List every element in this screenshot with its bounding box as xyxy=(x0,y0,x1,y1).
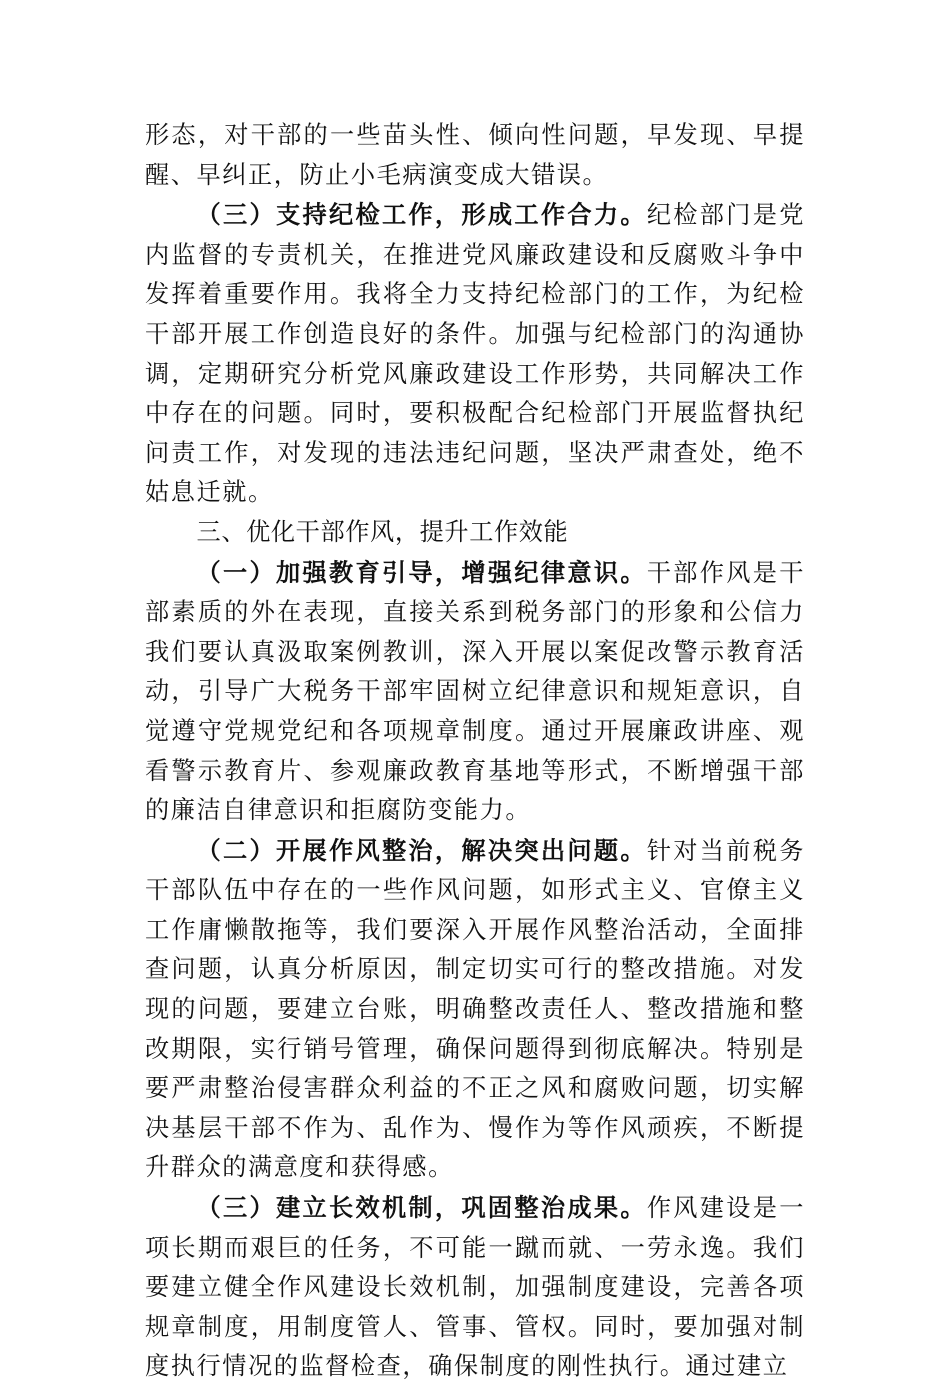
section-heading: 三、优化干部作风，提升工作效能 xyxy=(196,517,569,546)
paragraph-style-rectification xyxy=(145,831,805,1188)
paragraph-lead: （三）建立长效机制，巩固整治成果。 xyxy=(196,1193,647,1223)
paragraph-text: 作风建设是一项长期而艰巨的任务，不可能一蹴而就、一劳永逸。我们要建立健全作风建设长效机制，加强制度建设，完善各项规章制度，用制度管人、管事、管权。同时，要加强对制度执行情况的监督检查，确保制度的刚性执行。通过建立 xyxy=(145,1194,805,1381)
paragraph-text: 纪检部门是党内监督的专责机关，在推进党风廉政建设和反腐败斗争中发挥着重要作用。我将全力支持纪检部门的工作，为纪检干部开展工作创造良好的条件。加强与纪检部门的沟通协调，定期研究分析党风廉政建设工作形势，共同解决工作中存在的问题。同时，要积极配合纪检部门开展监督执纪问责工作，对发现的违法违纪问题，坚决严肃查处，绝不姑息迁就。 xyxy=(145,201,805,507)
paragraph-education-guidance xyxy=(145,553,805,831)
paragraph-continuation xyxy=(145,116,805,195)
paragraph-lead: （一）加强教育引导，增强纪律意识。 xyxy=(196,557,647,587)
paragraph-support-discipline-inspection xyxy=(145,195,805,513)
paragraph-lead: （三）支持纪检工作，形成工作合力。 xyxy=(196,200,647,230)
paragraph-text: 形态，对干部的一些苗头性、倾向性问题，早发现、早提醒、早纠正，防止小毛病演变成大错误。 xyxy=(145,121,805,189)
paragraph-text: 干部作风是干部素质的外在表现，直接关系到税务部门的形象和公信力我们要认真汲取案例教训，深入开展以案促改警示教育活动，引导广大税务干部牢固树立纪律意识和规矩意识，自觉遵守党规党纪和各项规章制度。通过开展廉政讲座、观看警示教育片、参观廉政教育基地等形式，不断增强干部的廉洁自律意识和拒腐防变能力。 xyxy=(145,558,805,825)
paragraph-text: 针对当前税务干部队伍中存在的一些作风问题，如形式主义、官僚主义工作庸懒散拖等，我们要深入开展作风整治活动，全面排查问题，认真分析原因，制定切实可行的整改措施。对发现的问题，要建立台账，明确整改责任人、整改措施和整改期限，实行销号管理，确保问题得到彻底解决。特别是要严肃整治侵害群众利益的不正之风和腐败问题，切实解决基层干部不作为、乱作为、慢作为等作风顽疾，不断提升群众的满意度和获得感。 xyxy=(145,836,805,1182)
paragraph-long-term-mechanism xyxy=(145,1188,805,1387)
document-body xyxy=(145,116,805,1387)
paragraph-lead: （二）开展作风整治，解决突出问题。 xyxy=(196,835,647,865)
